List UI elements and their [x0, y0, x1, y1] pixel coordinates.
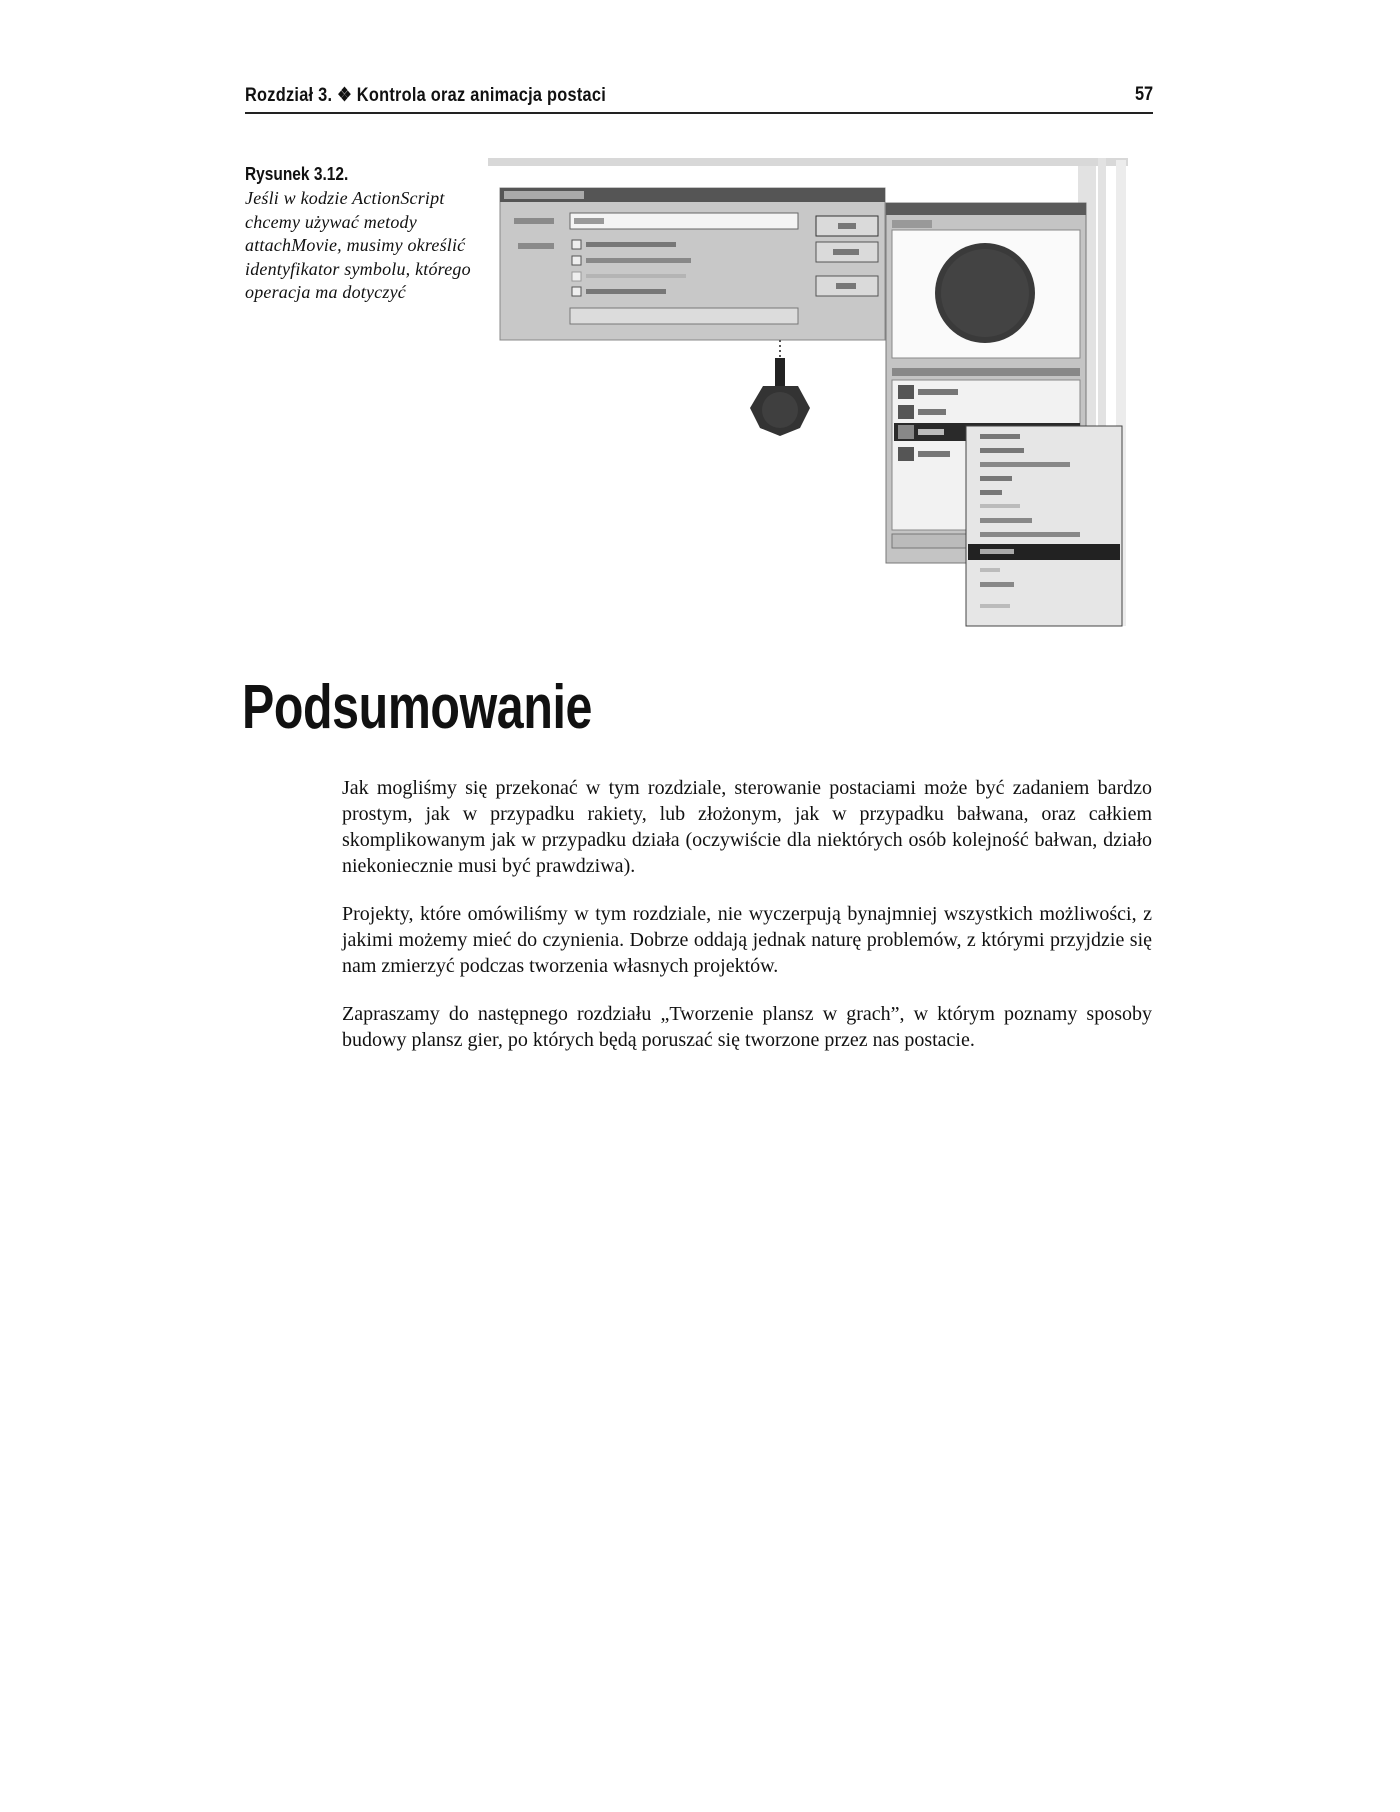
- chapter-title: Rozdział 3. ❖ Kontrola oraz animacja postaci: [245, 85, 607, 106]
- section-heading: Podsumowanie: [242, 673, 593, 742]
- paragraph-1: Jak mogliśmy się przekonać w tym rozdziale, sterowanie postaciami może być zadaniem bardzo prostym, jak w przypadku rakiety, lub złożonym, jak w przypadku bałwana, oraz całkiem skomplikowanym jak w przypadku działa (oczywiście dla niektórych osób kolejność bałwan, działo niekoniecznie musi być prawdziwa).: [342, 777, 1152, 877]
- dialog-window: [500, 188, 885, 340]
- page-number: 57: [1134, 84, 1153, 105]
- running-header: [245, 84, 1153, 114]
- body-text: [342, 775, 1152, 1075]
- figure-caption: [245, 164, 475, 305]
- context-menu: [966, 426, 1122, 626]
- figure-label: Rysunek 3.12.: [245, 164, 349, 184]
- paragraph-3: Zapraszamy do następnego rozdziału „Tworzenie plansz w grach”, w którym poznamy sposoby budowy plansz gier, po których będą poruszać się tworzone przez nas postacie.: [342, 1003, 1152, 1051]
- cannon-illustration: [750, 358, 810, 436]
- figure-screenshot: [488, 158, 1133, 628]
- paragraph-2: Projekty, które omówiliśmy w tym rozdziale, nie wyczerpują bynajmniej wszystkich możliwości, z jakimi możemy mieć do czynienia. Dobrze oddają jednak naturę problemów, z którymi przyjdzie się nam zmierzyć podczas tworzenia własnych projektów.: [342, 903, 1152, 977]
- figure-caption-text: Jeśli w kodzie ActionScript chcemy używać metody attachMovie, musimy określić identyfikator symbolu, którego operacja ma dotyczyć: [245, 188, 471, 302]
